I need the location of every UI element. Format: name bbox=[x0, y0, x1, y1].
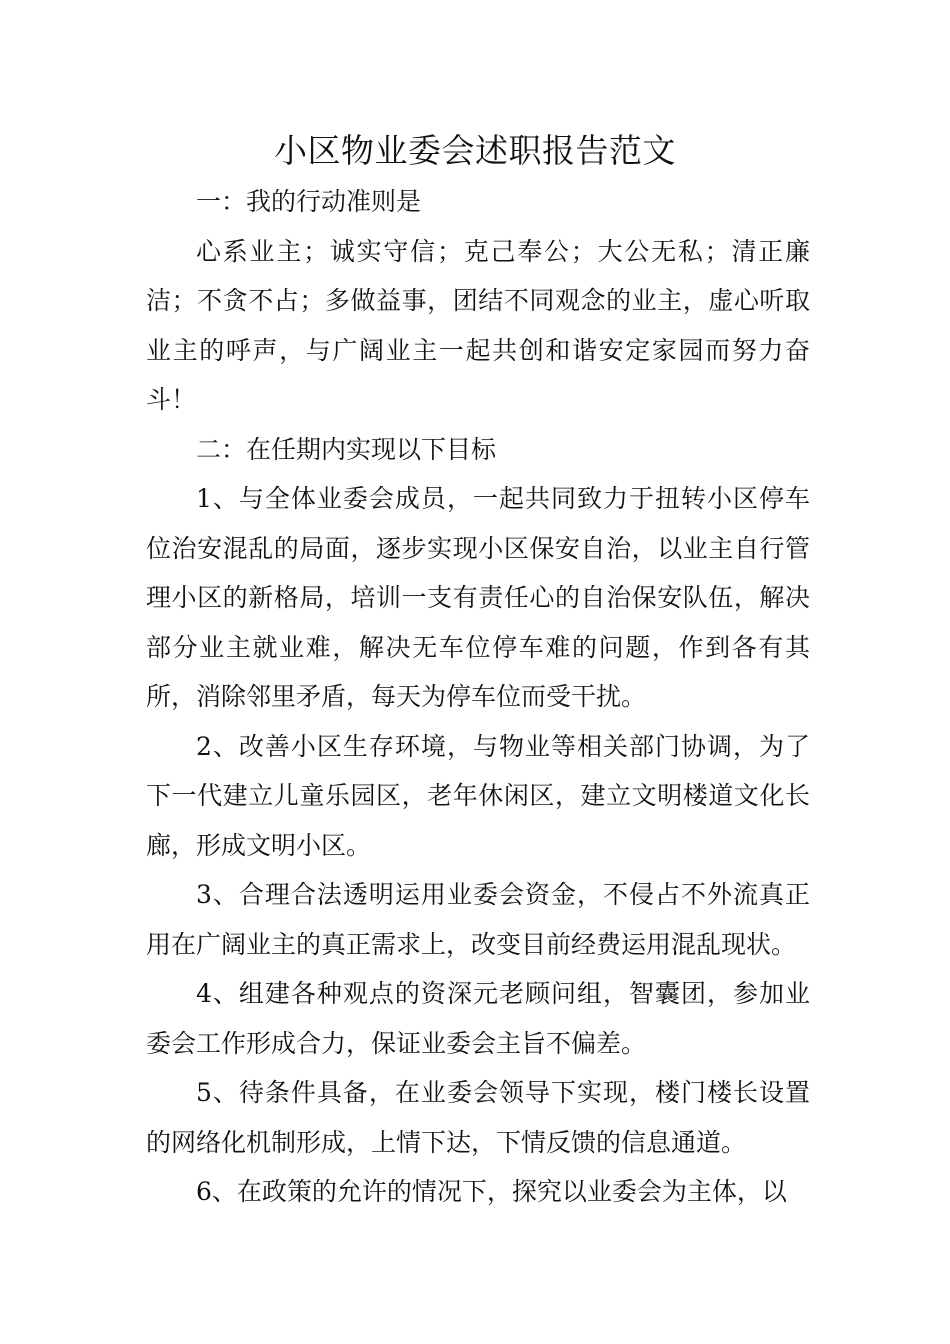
paragraph-goal-4: 4、组建各种观点的资深元老顾问组，智囊团，参加业委会工作形成合力，保证业委会主旨不偏差。 bbox=[146, 979, 810, 1058]
paragraph-goal-1: 1、与全体业委会成员，一起共同致力于扭转小区停车位治安混乱的局面，逐步实现小区保安自治，以业主自行管理小区的新格局，培训一支有责任心的自治保安队伍，解决部分业主就业难，解决无车位停车难的问题，作到各有其所，消除邻里矛盾，每天为停车位而受干扰。 bbox=[146, 484, 810, 711]
paragraph-goal-3: 3、合理合法透明运用业委会资金，不侵占不外流真正用在广阔业主的真正需求上，改变目前经费运用混乱现状。 bbox=[146, 880, 810, 959]
paragraph-goal-2: 2、改善小区生存环境，与物业等相关部门协调，为了下一代建立儿童乐园区，老年休闲区，建立文明楼道文化长廊，形成文明小区。 bbox=[146, 731, 810, 860]
paragraph-goal-5: 5、待条件具备，在业委会领导下实现，楼门楼长设置的网络化机制形成，上情下达，下情反馈的信息通道。 bbox=[146, 1078, 810, 1157]
document-title: 小区物业委会述职报告范文 bbox=[274, 131, 676, 170]
section-heading-1: 一：我的行动准则是 bbox=[196, 187, 422, 216]
paragraph-principles: 心系业主；诚实守信；克己奉公；大公无私；清正廉洁；不贪不占；多做益事，团结不同观念的业主，虚心听取业主的呼声，与广阔业主一起共创和谐安定家园而努力奋斗！ bbox=[146, 236, 810, 414]
document-body bbox=[146, 177, 810, 1217]
paragraph-goal-6: 6、在政策的允许的情况下，探究以业委会为主体，以 bbox=[196, 1177, 787, 1206]
section-heading-2: 二：在任期内实现以下目标 bbox=[196, 434, 497, 464]
